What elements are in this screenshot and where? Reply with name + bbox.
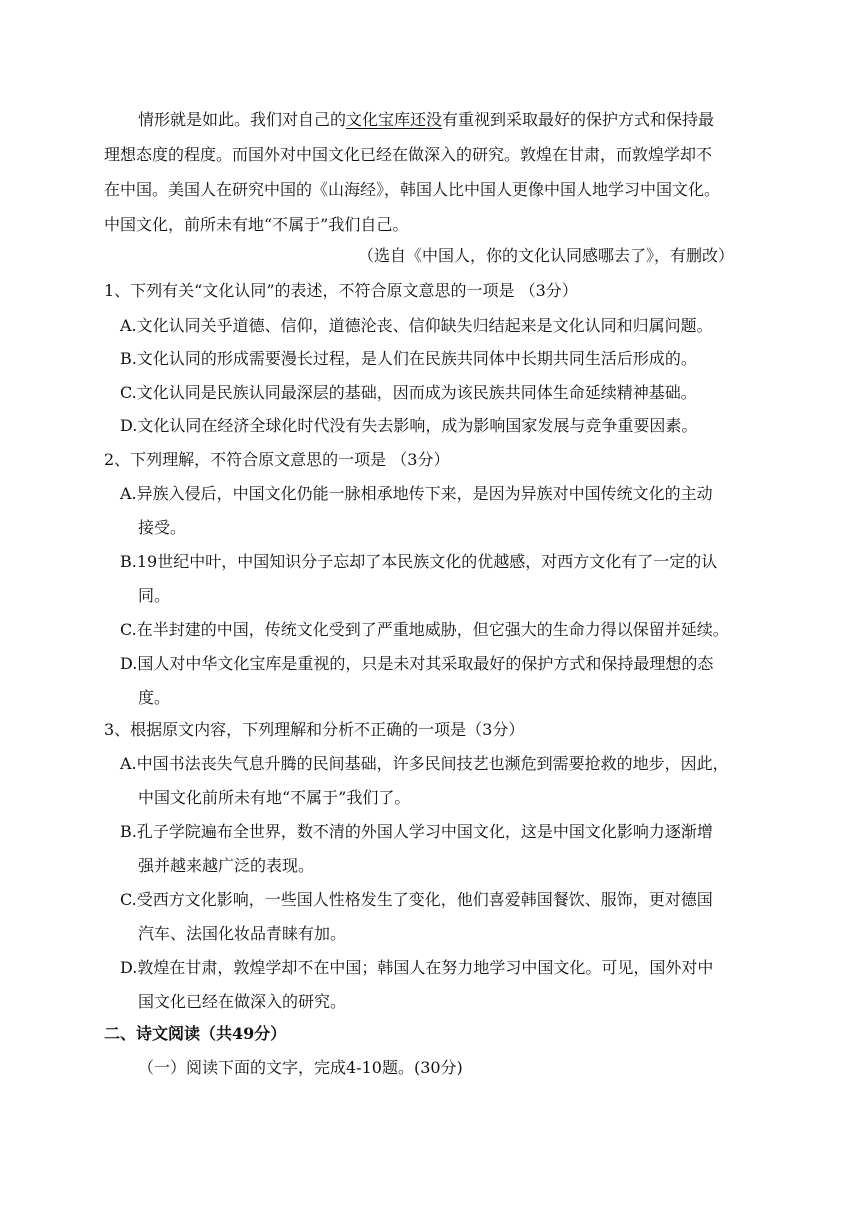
question-2-option-a: A.异族入侵后，中国文化仍能一脉相承地传下来，是因为异族对中国传统文化的主动	[120, 484, 713, 503]
question-3-option-b: B.孔子学院遍布全世界，数不清的外国人学习中国文化，这是中国文化影响力逐渐增	[120, 822, 713, 841]
question-3-option-a-cont: 中国文化前所未有地“不属于”我们了。	[138, 788, 411, 807]
question-1-option-a: A.文化认同关乎道德、信仰，道德沦丧、信仰缺失归结起来是文化认同和归属问题。	[120, 316, 713, 335]
question-2-stem: 2、下列理解，不符合原文意思的一项是 （3分）	[104, 450, 450, 469]
question-1-option-b: B.文化认同的形成需要漫长过程，是人们在民族共同体中长期共同生活后形成的。	[120, 349, 697, 368]
passage-line-4: 中国文化，前所未有地“不属于”我们自己。	[104, 215, 409, 234]
underlined-phrase: 文化宝库还没	[346, 110, 443, 129]
question-2-option-c: C.在半封建的中国，传统文化受到了严重地威胁，但它强大的生命力得以保留并延续。	[120, 620, 729, 639]
passage-line-1	[138, 108, 714, 132]
question-3-option-c: C.受西方文化影响，一些国人性格发生了变化，他们喜爱韩国餐饮、服饰，更对德国	[120, 890, 713, 909]
question-2-option-d: D.国人对中华文化宝库是重视的，只是未对其采取最好的保护方式和保持最理想的态	[120, 654, 714, 673]
question-2-option-b: B.19世纪中叶，中国知识分子忘却了本民族文化的优越感，对西方文化有了一定的认	[120, 552, 718, 571]
passage-line-2: 理想态度的程度。而国外对中国文化已经在做深入的研究。敦煌在甘肃，而敦煌学却不	[104, 145, 713, 164]
question-3-option-c-cont: 汽车、法国化妆品青睐有加。	[138, 924, 347, 943]
passage-line-3: 在中国。美国人在研究中国的《山海经》，韩国人比中国人更像中国人地学习中国文化。	[104, 180, 721, 199]
passage-source: （选自《中国人，你的文化认同感哪去了》，有删改）	[358, 246, 735, 265]
section-subheading: （一）阅读下面的文字，完成4-10题。(30分)	[138, 1058, 463, 1077]
question-1-option-d: D.文化认同在经济全球化时代没有失去影响，成为影响国家发展与竞争重要因素。	[120, 416, 698, 435]
question-1-stem: 1、下列有关“文化认同”的表述，不符合原文意思的一项是 （3分）	[104, 281, 578, 300]
passage-text: 情形就是如此。我们对自己的	[138, 110, 347, 129]
question-3-option-d-cont: 国文化已经在做深入的研究。	[138, 992, 347, 1011]
question-1-option-c: C.文化认同是民族认同最深层的基础，因而成为该民族共同体生命延续精神基础。	[120, 383, 697, 402]
question-2-option-b-cont: 同。	[138, 586, 171, 605]
question-2-option-a-cont: 接受。	[138, 518, 187, 537]
question-3-option-d: D.敦煌在甘肃，敦煌学却不在中国；韩国人在努力地学习中国文化。可见，国外对中	[120, 958, 714, 977]
question-2-option-d-cont: 度。	[138, 688, 171, 707]
question-3-stem: 3、根据原文内容，下列理解和分析不正确的一项是（3分）	[104, 720, 525, 739]
section-heading: 二、诗文阅读（共49分）	[104, 1024, 287, 1043]
passage-text: 有重视到采取最好的保护方式和保持最	[442, 110, 715, 129]
question-3-option-a: A.中国书法丧失气息升腾的民间基础，许多民间技艺也濒危到需要抢救的地步，因此，	[120, 754, 729, 773]
question-3-option-b-cont: 强并越来越广泛的表现。	[138, 856, 315, 875]
